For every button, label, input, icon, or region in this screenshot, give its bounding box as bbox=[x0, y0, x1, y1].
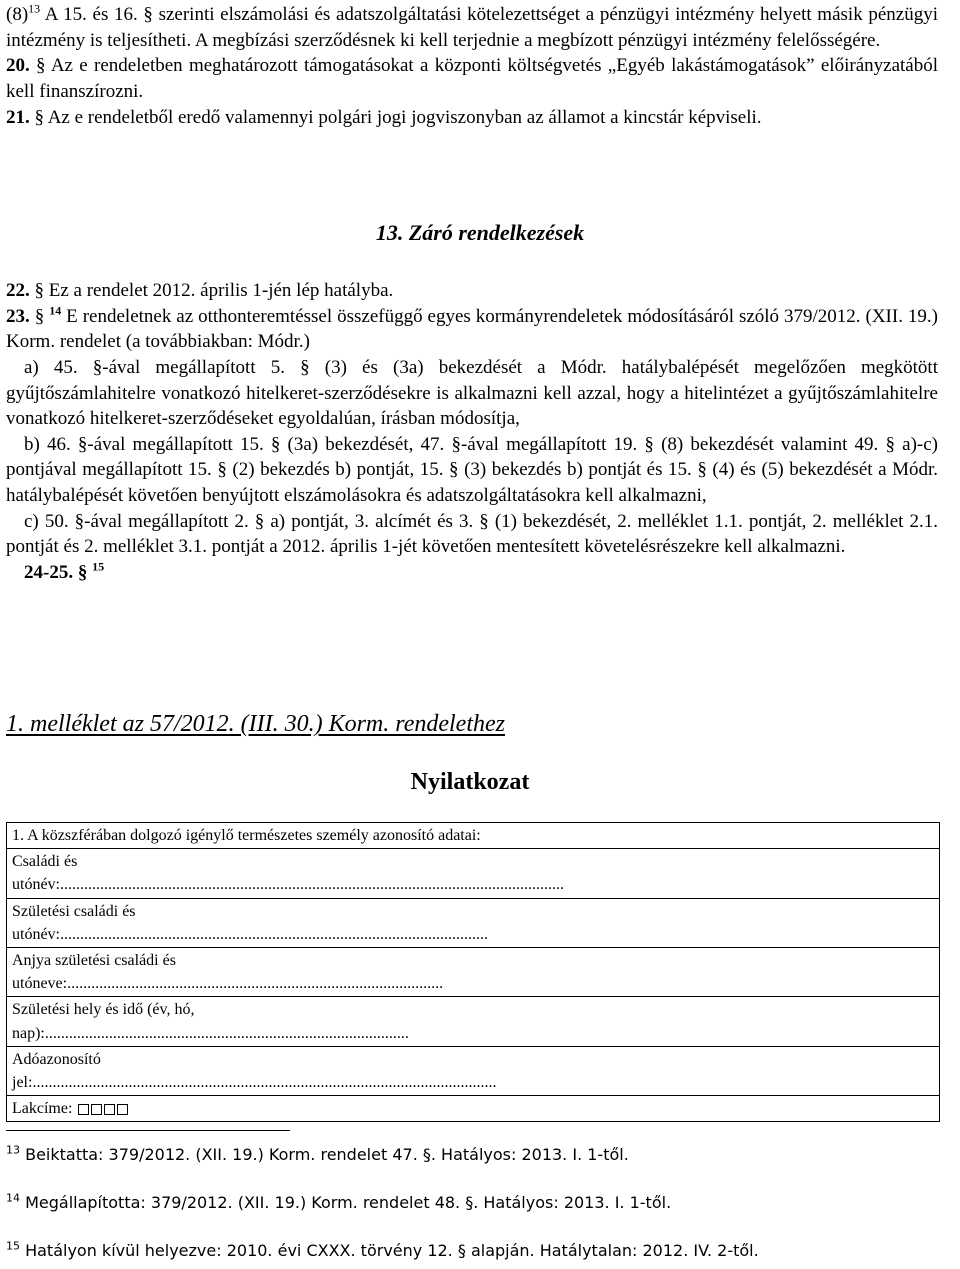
section-number: 20. bbox=[6, 55, 30, 77]
annex-title: 1. melléklet az 57/2012. (III. 30.) Korm. rendelethez bbox=[6, 711, 505, 737]
footnote-ref-13[interactable]: 13 bbox=[28, 1, 41, 16]
footnote-text: Megállapította: 379/2012. (XII. 19.) Korm. rendelet 48. §. Hatályos: 2013. I. 1-től. bbox=[20, 1193, 672, 1212]
section-text: § Ez a rendelet 2012. április 1-jén lép hatályba. bbox=[29, 280, 394, 301]
point-c: c) 50. §-ával megállapított 2. § a) pontját, 3. alcímét és 3. § (1) bekezdését, 2. melléklet 1.1. pontját, 2. melléklet 2.1. pontját és 2. melléklet 3.1. pontját a 2012. április 1-jét követően mentesített követelésrészekre kell alkalmazni. bbox=[6, 510, 938, 558]
birth-place-date-field[interactable]: nap):........................................................................................... bbox=[12, 1024, 409, 1042]
paragraph-text: A 15. és 16. § szerinti elszámolási és adatszolgáltatási kötelezettséget a pénzügyi intézmény helyett másik pénzügyi intézmény is teljesítheti. A megbízási szerződésnek ki kell terjednie a megbízott pénzügyi intézmény felelősségére. bbox=[6, 4, 938, 51]
mother-name-field[interactable]: utóneve:.............................................................................................. bbox=[12, 975, 444, 993]
postcode-box[interactable] bbox=[91, 1104, 102, 1115]
postcode-box[interactable] bbox=[117, 1104, 128, 1115]
footnote-ref-15[interactable]: 15 bbox=[92, 559, 105, 574]
section-text: § Az e rendeletből eredő valamennyi polgári jogi jogviszonyban az államot a kincstár képviseli. bbox=[29, 106, 762, 128]
body-text bbox=[6, 2, 938, 130]
section-24-25 bbox=[6, 560, 938, 586]
footnote-divider bbox=[6, 1130, 290, 1131]
birth-name-field[interactable]: utónév:........................................................................................................... bbox=[12, 925, 488, 943]
section-heading-13: 13. Záró rendelkezések bbox=[375, 220, 585, 245]
form-row-mother-name[interactable] bbox=[7, 947, 940, 996]
section-number: 24-25. § bbox=[24, 562, 88, 584]
field-label: Anjya születési családi és bbox=[12, 951, 176, 969]
footnote-ref-14[interactable]: 14 bbox=[49, 303, 62, 318]
form-row-birth-place-date[interactable] bbox=[7, 997, 940, 1046]
paragraph-number: (8) bbox=[6, 4, 29, 25]
footnote-number: 13 bbox=[6, 1143, 20, 1157]
section-text: E rendeletnek az otthonteremtéssel összefüggő egyes kormányrendeletek módosításáról szóló 379/2012. (XII. 19.) Korm. rendelet (a továbbiakban: Módr.) bbox=[6, 305, 939, 353]
closing-provisions bbox=[6, 278, 938, 586]
form-header: 1. A közszférában dolgozó igénylő természetes személy azonosító adatai: bbox=[7, 823, 940, 849]
form-row-tax-id[interactable] bbox=[7, 1046, 940, 1095]
footnote-number: 14 bbox=[6, 1191, 20, 1205]
footnote-15 bbox=[6, 1240, 759, 1262]
section-text: § Az e rendeletben meghatározott támogatásokat a központi költségvetés „Egyéb lakástámogatások” előirányzatából kell finanszírozni. bbox=[6, 55, 938, 102]
form-row-name[interactable] bbox=[7, 849, 940, 898]
field-label: Születési családi és bbox=[12, 902, 136, 920]
section-22 bbox=[6, 278, 938, 304]
form-row-address[interactable] bbox=[7, 1096, 940, 1122]
footnote-14 bbox=[6, 1192, 671, 1214]
postcode-boxes[interactable] bbox=[76, 1100, 128, 1117]
section-number: 21. bbox=[6, 106, 30, 128]
name-field[interactable]: utónév:.............................................................................................................................. bbox=[12, 876, 564, 894]
postcode-box[interactable] bbox=[104, 1104, 115, 1115]
point-b: b) 46. §-ával megállapított 15. § (3a) bekezdését, 47. §-ával megállapított 19. § (8) bekezdését valamint 49. § a)-c) pontjával megállapított 15. § (2) bekezdés b) pontját, 15. § (3) bekezdés b) pontját és 15. § (4) és (5) bekezdését a Módr. hatálybalépését követően benyújtott elszámolásokra és adatszolgáltatásokra kell alkalmazni, bbox=[6, 433, 938, 507]
declaration-title: Nyilatkozat bbox=[410, 769, 530, 795]
tax-id-field[interactable]: jel:.................................................................................................................... bbox=[12, 1073, 497, 1091]
field-label: Lakcíme: bbox=[12, 1100, 73, 1118]
point-a: a) 45. §-ával megállapított 5. § (3) és (3a) bekezdését a Módr. hatálybalépését megelőzően megkötött gyűjtőszámlahitelre vonatkozó hitelkeret-szerződésekre is alkalmazni kell azzal, hogy a hitelintézet a gyűjtőszámlahitelre vonatkozó hitelkeret-szerződéseket egyoldalúan, írásban módosítja, bbox=[6, 356, 938, 430]
footnote-text: Hatályon kívül helyezve: 2010. évi CXXX. törvény 12. § alapján. Hatálytalan: 2012. IV. 2-től. bbox=[20, 1241, 759, 1260]
form-header-row bbox=[7, 823, 940, 849]
section-number: 22. bbox=[6, 280, 30, 301]
paragraph-8 bbox=[6, 2, 938, 53]
section-21 bbox=[6, 105, 938, 131]
postcode-box[interactable] bbox=[78, 1104, 89, 1115]
footnote-number: 15 bbox=[6, 1239, 20, 1253]
field-label: Adóazonosító bbox=[12, 1050, 101, 1068]
section-number: 23. bbox=[6, 305, 30, 327]
identification-form bbox=[6, 822, 940, 1122]
section-20 bbox=[6, 53, 938, 104]
form-row-birth-name[interactable] bbox=[7, 898, 940, 947]
footnote-13 bbox=[6, 1144, 629, 1166]
field-label: Családi és bbox=[12, 853, 78, 871]
field-label: Születési hely és idő (év, hó, bbox=[12, 1001, 195, 1019]
footnote-text: Beiktatta: 379/2012. (XII. 19.) Korm. rendelet 47. §. Hatályos: 2013. I. 1-től. bbox=[20, 1145, 629, 1164]
section-23: 23. § $^{14}$ E rendeletnek az otthonteremtéssel összefüggő egyes kormányrendeletek módosításáról szóló 379/2012. (XII. 19.) Korm. rendelet (a továbbiakban: Módr.) bbox=[6, 303, 939, 353]
